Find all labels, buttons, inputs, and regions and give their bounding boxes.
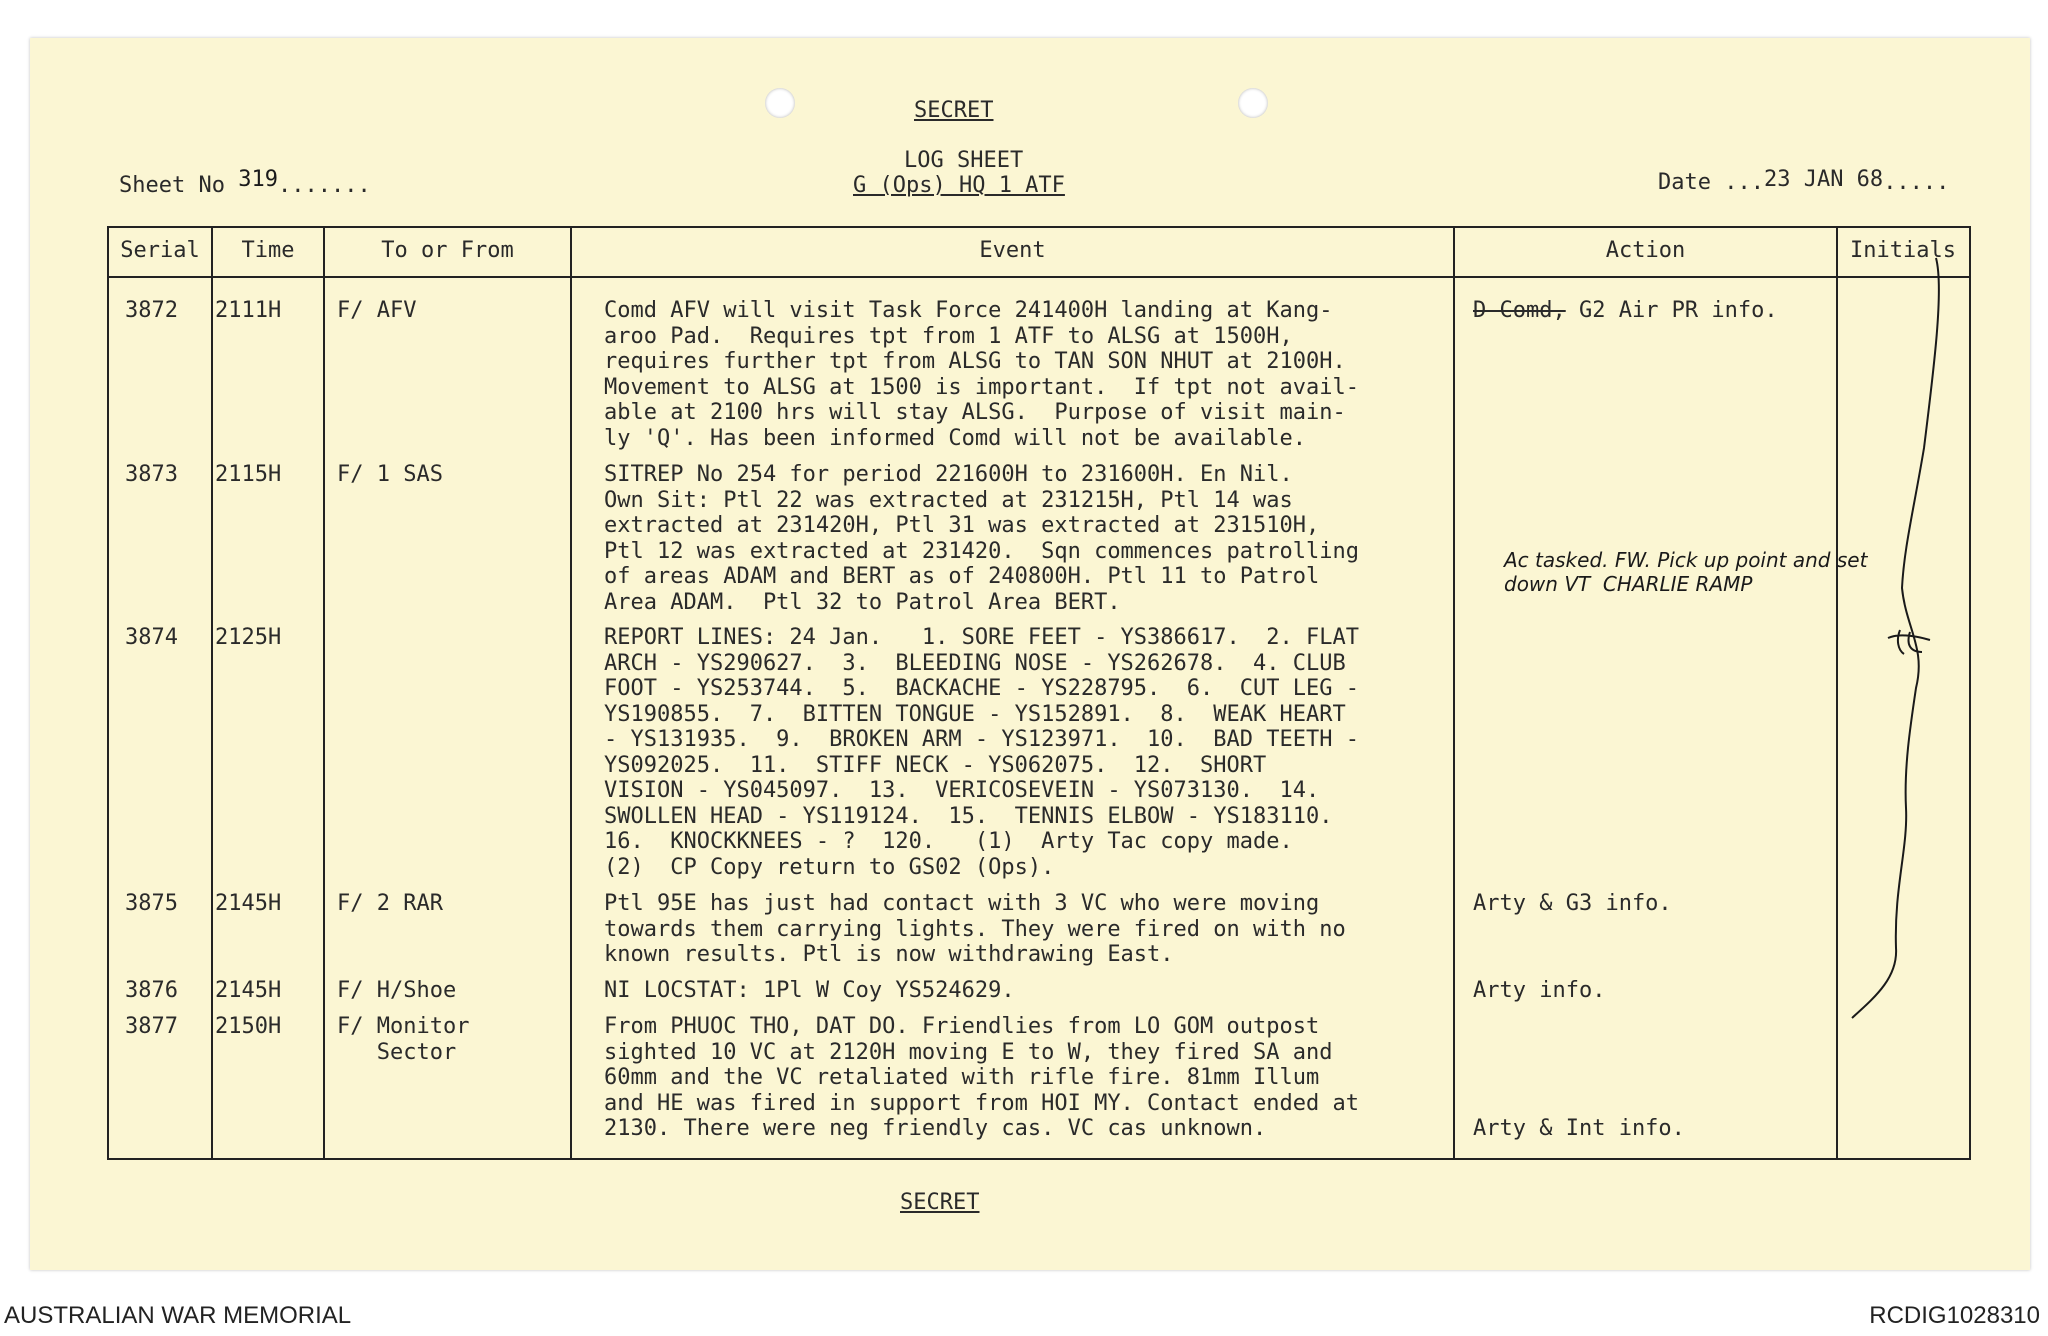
row-3872-action: D Comd, G2 Air PR info. xyxy=(1473,298,1778,323)
row-3876-to-from: F/ H/Shoe xyxy=(337,978,457,1003)
sheet-label: Sheet No xyxy=(119,173,239,198)
date-label: Date ... xyxy=(1658,170,1764,195)
row-3873-event: SITREP No 254 for period 221600H to 231600H. En Nil. Own Sit: Ptl 22 was extracted at 231215H, Ptl 14 was extracted at 231420H, Ptl 31 was extracted at 231510H, Ptl 12 was extracted at 231420. Sqn commences patrolling of areas ADAM and BERT as of 240800H. Ptl 11 to Patrol Area ADAM. Ptl 32 to Patrol Area BERT. xyxy=(604,462,1359,615)
row-3873-serial: 3873 xyxy=(125,462,178,487)
row-3875-serial: 3875 xyxy=(125,891,178,916)
sheet-number xyxy=(119,167,371,199)
header-divider xyxy=(109,276,1969,278)
punch-hole xyxy=(1238,88,1268,118)
punch-hole xyxy=(765,88,795,118)
row-3875-time: 2145H xyxy=(215,891,282,916)
header-time: Time xyxy=(241,238,295,263)
row-3874-serial: 3874 xyxy=(125,625,178,650)
sheet-value: 319 xyxy=(238,167,278,192)
header-initials: Initials xyxy=(1850,238,1956,263)
row-3874-time: 2125H xyxy=(215,625,282,650)
row-3877-serial: 3877 xyxy=(125,1014,178,1039)
row-3875-event: Ptl 95E has just had contact with 3 VC who were moving towards them carrying lights. They were fired on with no known results. Ptl is now withdrawing East. xyxy=(604,891,1346,967)
struck-addressee: D Comd, xyxy=(1473,298,1566,323)
column-divider xyxy=(1453,228,1455,1158)
classification-bottom: SECRET xyxy=(900,1190,980,1215)
initials-pen-line xyxy=(1844,248,1964,1028)
row-3876-time: 2145H xyxy=(215,978,282,1003)
row-3872-to-from: F/ AFV xyxy=(337,298,417,323)
date-value: 23 JAN 68 xyxy=(1763,167,1884,192)
footer-left: AUSTRALIAN WAR MEMORIAL xyxy=(4,1302,352,1329)
header-serial: Serial xyxy=(120,238,200,263)
row-3875-action: Arty & G3 info. xyxy=(1473,891,1672,916)
row-3876-event: NI LOCSTAT: 1Pl W Coy YS524629. xyxy=(604,978,1015,1003)
row-3877-to-from: F/ Monitor Sector xyxy=(337,1014,470,1065)
row-3876-serial: 3876 xyxy=(125,978,178,1003)
header-event: Event xyxy=(979,238,1046,263)
row-3877-action: Arty & Int info. xyxy=(1473,1116,1685,1141)
row-3875-to-from: F/ 2 RAR xyxy=(337,891,443,916)
date-dots: ..... xyxy=(1883,170,1950,195)
row-3873-time: 2115H xyxy=(215,462,282,487)
header-to-or-from: To or From xyxy=(381,238,514,263)
row-3877-event: From PHUOC THO, DAT DO. Friendlies from LO GOM outpost sighted 10 VC at 2120H moving E to W, they fired SA and 60mm and the VC retaliated with rifle fire. 81mm Illum and HE was fired in support from HOI MY. Contact ended at 2130. There were neg friendly cas. VC cas unknown. xyxy=(604,1014,1359,1141)
column-divider xyxy=(211,228,213,1158)
sheet-dots: ....... xyxy=(277,173,371,198)
classification-top: SECRET xyxy=(914,98,994,123)
header-action: Action xyxy=(1605,238,1686,263)
log-table xyxy=(107,226,1971,1160)
row-3874-event: REPORT LINES: 24 Jan. 1. SORE FEET - YS386617. 2. FLAT ARCH - YS290627. 3. BLEEDING NOSE - YS262678. 4. CLUB FOOT - YS253744. 5. BACKACHE - YS228795. 6. CUT LEG - YS190855. 7. BITTEN TONGUE - YS152891. 8. WEAK HEART - YS131935. 9. BROKEN ARM - YS123971. 10. BAD TEETH - YS092025. 11. STIFF NECK - YS062075. 12. SHORT VISION - YS045097. 13. VERICOSEVEIN - YS073130. 14. SWOLLEN HEAD - YS119124. 15. TENNIS ELBOW - YS183110. 16. KNOCKKNEES - ? 120. (1) Arty Tac copy made. (2) CP Copy return to GS02 (Ops). xyxy=(604,625,1359,880)
date-field xyxy=(1658,167,1950,196)
row-3872-serial: 3872 xyxy=(125,298,178,323)
column-divider xyxy=(323,228,325,1158)
row-3877-time: 2150H xyxy=(215,1014,282,1039)
unit-title: G (Ops) HQ 1 ATF xyxy=(853,173,1065,198)
row-3872-event: Comd AFV will visit Task Force 241400H landing at Kang- aroo Pad. Requires tpt from 1 ATF to ALSG at 1500H, requires further tpt from ALSG to TAN SON NHUT at 2100H. Movement to ALSG at 1500 is important. If tpt not avail- able at 2100 hrs will stay ALSG. Purpose of visit main- ly 'Q'. Has been informed Comd will not be available. xyxy=(604,298,1359,451)
footer-right: RCDIG1028310 xyxy=(1869,1302,2040,1329)
row-3872-handwritten-note: Ac tasked. FW. Pick up point and set down VT CHARLIE RAMP xyxy=(1504,548,1868,596)
row-3876-action: Arty info. xyxy=(1473,978,1606,1003)
row-3873-to-from: F/ 1 SAS xyxy=(337,462,443,487)
log-sheet-title: LOG SHEET xyxy=(904,148,1024,173)
row-3872-time: 2111H xyxy=(215,298,282,323)
column-divider xyxy=(570,228,572,1158)
column-divider xyxy=(1836,228,1838,1158)
